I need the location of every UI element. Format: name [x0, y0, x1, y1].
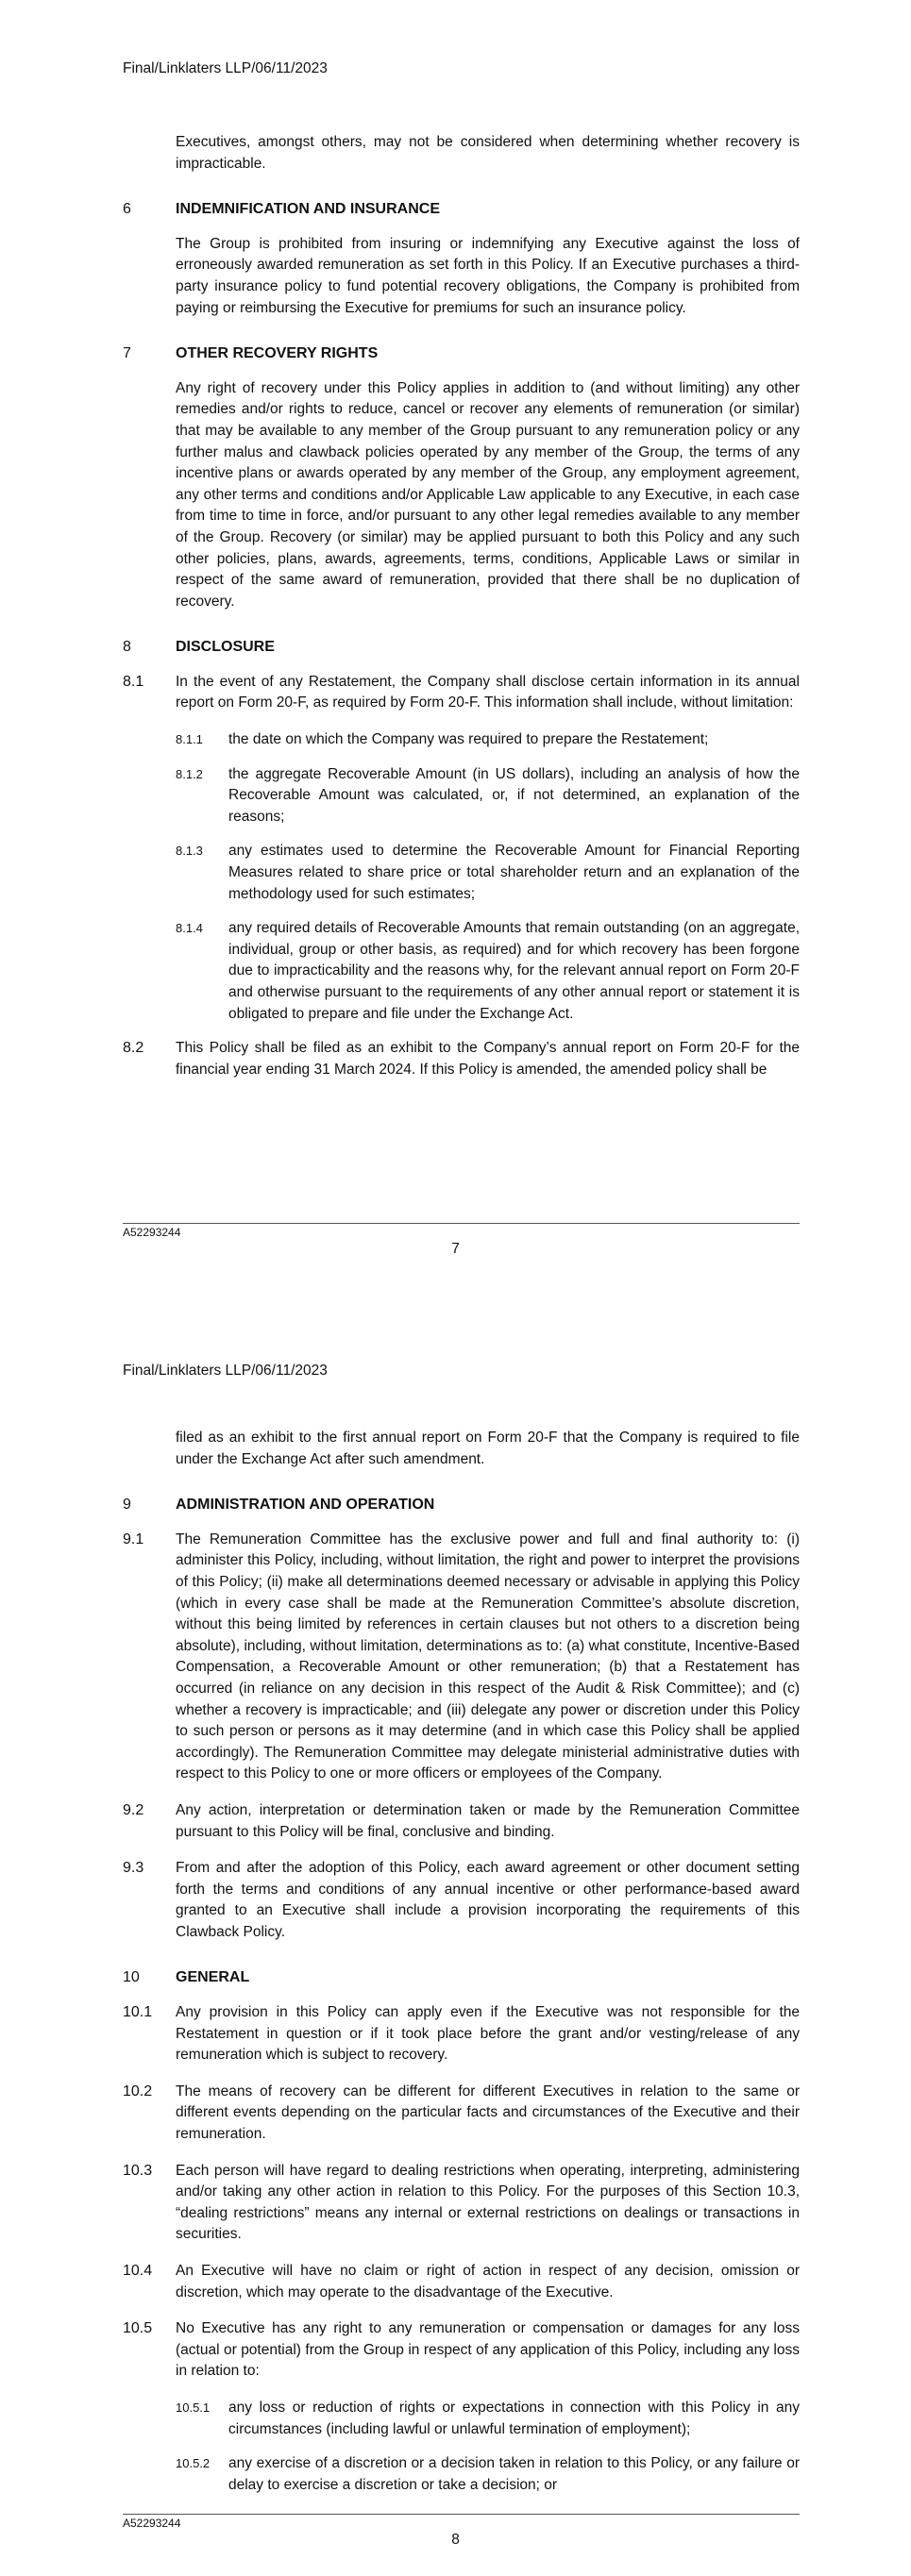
subclause-8-1-4: [176, 918, 800, 1025]
page-body: [123, 1428, 800, 2509]
clause-number: 10.2: [123, 2083, 153, 2099]
clause-text: From and after the adoption of this Policy, each award agreement or other document setting forth the terms and conditions of any annual incentive or other performance-based award granted to an Executive shall include a provision incorporating the requirements of this Clawback Policy.: [176, 1860, 800, 1940]
section-number: 9: [123, 1497, 131, 1514]
page-body: [123, 132, 800, 1096]
subclause-10-5-2: [176, 2453, 800, 2496]
clause-9-3: [123, 1858, 800, 1943]
subclause-number: 8.1.3: [176, 844, 203, 859]
section-number: 8: [123, 639, 131, 656]
clause-text: Any provision in this Policy can apply even if the Executive was not responsible for the Restatement in question or if it took place before the grant and/or vesting/release of any remuneration which is subject to recovery.: [176, 2004, 800, 2064]
clause-number: 9.3: [123, 1860, 144, 1877]
clause-8-2: [123, 1038, 800, 1080]
page-header: Final/Linklaters LLP/06/11/2023: [123, 1363, 328, 1379]
subclause-text: any required details of Recoverable Amounts that remain outstanding (on an aggregate, individual, group or other basis, as required) and for which recovery has been forgone due to impracticability and the reasons why, for the relevant annual report on Form 20-F and otherwise pursuant to the requirements of any other annual report or statement it is obligated to prepare and file under the Exchange Act.: [228, 920, 800, 1022]
section-title: ADMINISTRATION AND OPERATION: [176, 1497, 435, 1514]
subclause-10-5-1: [176, 2398, 800, 2440]
clause-number: 9.1: [123, 1531, 144, 1547]
clause-text: The Remuneration Committee has the exclusive power and full and final authority to: (i) administer this Policy, including, without limitation, the right and power to interpret the provisions of this Policy; (ii) make all determinations deemed necessary or advisable in applying this Policy (which in every case shall be made at the Remuneration Committee’s absolute discretion, without this being limited by references in certain clauses but not others to a discretion being absolute), including, without limitation, determinations as to: (a) what constitute, Incentive-Based Compensation, a Recoverable Amount or other remuneration; (b) that a Restatement has occurred (in reliance on any decision in this respect of the Audit & Risk Committee); and (c) whether a recovery is impracticable; and (iii) delegate any power or discretion under this Policy to such person or persons as it may determine (and in which case this Policy shall be applied accordingly). The Remuneration Committee may delegate ministerial administrative duties with respect to this Policy to one or more officers or employees of the Company.: [176, 1531, 800, 1782]
section-title: OTHER RECOVERY RIGHTS: [176, 345, 379, 362]
clause-number: 10.4: [123, 2263, 153, 2279]
subclause-text: any estimates used to determine the Recoverable Amount for Financial Reporting Measures related to share price or total shareholder return and an explanation of the methodology used for such estimates;: [228, 843, 800, 902]
clause-text: The means of recovery can be different for different Executives in relation to the same or different events depending on the particular facts and circumstances of the Executive and their remuneration.: [176, 2083, 800, 2143]
section-title: DISCLOSURE: [176, 639, 275, 656]
section-6-heading: [123, 199, 800, 221]
clause-text: No Executive has any right to any remuneration or compensation or damages for any loss (actual or potential) from the Group in respect of any application of this Policy, including any loss in relation to:: [176, 2320, 800, 2380]
clause-text: In the event of any Restatement, the Company shall disclose certain information in its annual report on Form 20-F, as required by Form 20-F. This information shall include, without limitation:: [176, 673, 800, 711]
footer-divider: [123, 2514, 800, 2515]
clause-10-5: [123, 2318, 800, 2383]
section-number: 10: [123, 1969, 140, 1986]
section-number: 7: [123, 345, 131, 362]
continuation-paragraph: filed as an exhibit to the first annual report on Form 20-F that the Company is required to file under the Exchange Act after such amendment.: [176, 1430, 800, 1467]
clause-number: 9.2: [123, 1801, 144, 1818]
section-9-heading: [123, 1495, 800, 1516]
clause-10-2: [123, 2082, 800, 2146]
subclause-8-1-3: [176, 841, 800, 905]
page-header: Final/Linklaters LLP/06/11/2023: [123, 60, 328, 76]
subclause-8-1-2: [176, 764, 800, 828]
footer-reference: A52293244: [123, 2517, 181, 2530]
subclause-number: 10.5.2: [176, 2456, 211, 2471]
section-7-heading: [123, 343, 800, 365]
subclause-8-1-1: [176, 729, 800, 751]
section-7-text: Any right of recovery under this Policy applies in addition to (and without limiting) any other remedies and/or rights to reduce, cancel or recover any elements of remuneration (or similar) that may be available to any member of the Group pursuant to any remuneration policy or any further malus and clawback policies operated by any member of the Group, the terms of any incentive plans or awards operated by any member of the Group, any employment agreement, any other terms and conditions and/or Applicable Law applicable to any Executive, in each case from time to time in force, and/or pursuant to any other legal remedies available to any member of the Group. Recovery (or similar) may be applied pursuant to both this Policy and any such other policies, plans, awards, agreements, terms, conditions, Applicable Laws or similar in respect of the same award of remuneration, provided that there shall be no duplication of recovery.: [176, 379, 800, 610]
clause-text: Any action, interpretation or determination taken or made by the Remuneration Committee pursuant to this Policy will be final, conclusive and binding.: [176, 1801, 800, 1840]
subclause-text: any exercise of a discretion or a decision taken in relation to this Policy, or any failure or delay to exercise a discretion or take a decision; or: [228, 2455, 800, 2493]
clause-8-1: [123, 672, 800, 714]
clause-10-3: [123, 2161, 800, 2246]
clause-number: 10.5: [123, 2320, 153, 2337]
subclause-text: any loss or reduction of rights or expectations in connection with this Policy in any circumstances (including lawful or unlawful termination of employment);: [228, 2399, 800, 2437]
subclause-number: 8.1.1: [176, 732, 203, 747]
section-title: INDEMNIFICATION AND INSURANCE: [176, 201, 440, 218]
clause-number: 10.1: [123, 2004, 153, 2021]
clause-number: 8.1: [123, 673, 144, 690]
clause-10-4: [123, 2261, 800, 2303]
page-number: 8: [451, 2532, 460, 2548]
clause-number: 8.2: [123, 1040, 144, 1057]
subclause-text: the date on which the Company was required to prepare the Restatement;: [228, 731, 709, 748]
section-number: 6: [123, 201, 131, 218]
page-number: 7: [451, 1241, 460, 1257]
clause-9-1: [123, 1530, 800, 1785]
clause-text: This Policy shall be filed as an exhibit to the Company’s annual report on Form 20-F for the financial year ending 31 March 2024. If this Policy is amended, the amended policy shall be: [176, 1040, 800, 1078]
footer-divider: [123, 1223, 800, 1224]
clause-text: Each person will have regard to dealing restrictions when operating, interpreting, administering and/or taking any other action in relation to this Policy. For the purposes of this Section 10.3, “dealing restrictions” means any internal or external restrictions on dealings or transactions in securities.: [176, 2162, 800, 2243]
section-6-text: The Group is prohibited from insuring or indemnifying any Executive against the loss of erroneously awarded remuneration as set forth in this Policy. If an Executive purchases a third-party insurance policy to fund potential recovery obligations, the Company is prohibited from paying or reimbursing the Executive for premiums for such an insurance policy.: [176, 235, 800, 316]
section-10-heading: [123, 1967, 800, 1989]
clause-9-2: [123, 1800, 800, 1843]
document-page-8: [0, 1288, 911, 2576]
section-8-heading: [123, 637, 800, 659]
subclause-number: 8.1.4: [176, 921, 203, 936]
subclause-number: 10.5.1: [176, 2400, 211, 2415]
subclause-text: the aggregate Recoverable Amount (in US dollars), including an analysis of how the Recoverable Amount was calculated, or, if not determined, an explanation of the reasons;: [228, 765, 800, 825]
clause-10-1: [123, 2002, 800, 2066]
footer-reference: A52293244: [123, 1226, 181, 1239]
section-title: GENERAL: [176, 1969, 250, 1986]
clause-number: 10.3: [123, 2162, 153, 2179]
continuation-paragraph: Executives, amongst others, may not be considered when determining whether recovery is impracticable.: [176, 134, 800, 172]
clause-text: An Executive will have no claim or right of action in respect of any decision, omission or discretion, which may operate to the disadvantage of the Executive.: [176, 2263, 800, 2300]
subclause-number: 8.1.2: [176, 766, 203, 781]
